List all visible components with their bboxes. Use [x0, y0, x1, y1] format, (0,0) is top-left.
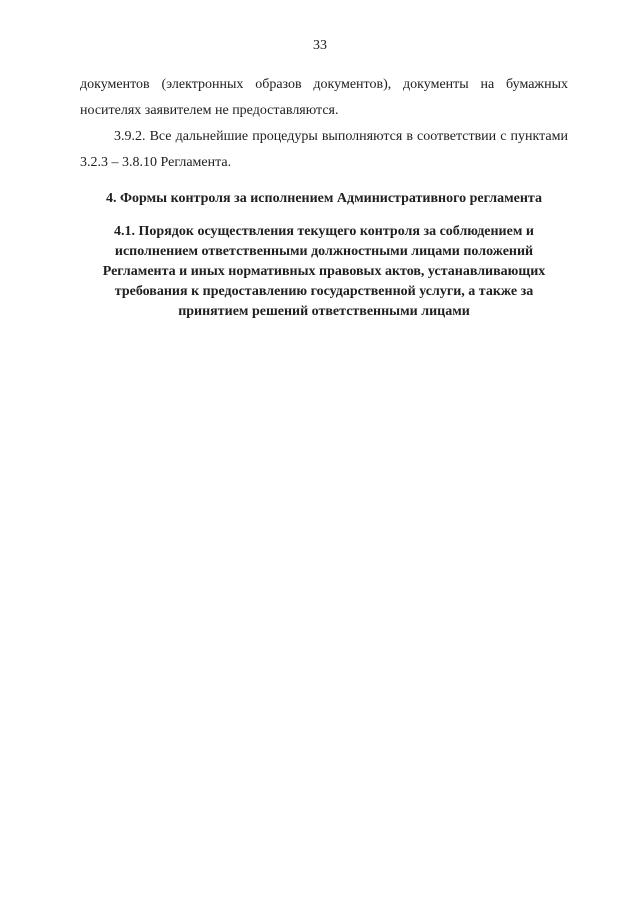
- paragraph-3-9-2: 3.9.2. Все дальнейшие процедуры выполняются в соответствии с пунктами 3.2.3 – 3.8.10 Регламента.: [80, 129, 568, 170]
- paragraph-continuation: документов (электронных образов документов), документы на бумажных носителях заявителем не предоставляются.: [80, 77, 568, 118]
- page-number: 33: [313, 38, 327, 53]
- page-body: [80, 72, 568, 322]
- section-4-1-heading: 4.1. Порядок осуществления текущего контроля за соблюдением и исполнением ответственными должностными лицами положений Регламента и иных нормативных правовых актов, устанавливающих требования к предоставлению государственной услуги, а также за принятием решений ответственными лицами: [102, 224, 546, 319]
- spacer: [80, 176, 568, 186]
- spacer: [80, 212, 568, 222]
- section-4-heading: 4. Формы контроля за исполнением Административного регламента: [106, 191, 542, 206]
